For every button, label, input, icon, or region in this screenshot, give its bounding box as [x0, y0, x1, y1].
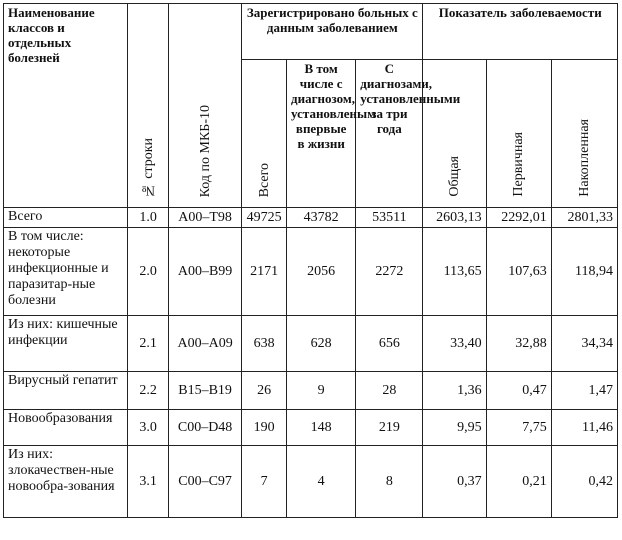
cell-first: 4	[287, 446, 356, 518]
table-row	[4, 316, 618, 372]
header-incidence-group: Показатель заболеваемости	[423, 4, 618, 60]
header-first-time: В том числе с диагнозом, установленым впервые в жизни	[287, 60, 356, 208]
cell-code: A00–A09	[168, 316, 241, 372]
cell-first: 628	[287, 316, 356, 372]
table-row	[4, 410, 618, 446]
cell-accum: 2801,33	[551, 208, 617, 228]
header-accumulated	[551, 60, 617, 208]
cell-accum: 118,94	[551, 228, 617, 316]
cell-row-no: 2.1	[128, 316, 169, 372]
header-row-no-label: № строки	[140, 137, 156, 197]
cell-three: 2272	[356, 228, 423, 316]
table-row	[4, 228, 618, 316]
cell-primary: 107,63	[486, 228, 551, 316]
cell-code: B15–B19	[168, 372, 241, 410]
header-row-no	[128, 4, 169, 208]
cell-general: 33,40	[423, 316, 486, 372]
cell-total: 26	[242, 372, 287, 410]
cell-three: 656	[356, 316, 423, 372]
cell-name: Вирусный гепатит	[4, 372, 128, 410]
cell-total: 49725	[242, 208, 287, 228]
cell-row-no: 1.0	[128, 208, 169, 228]
cell-general: 2603,13	[423, 208, 486, 228]
table-row	[4, 372, 618, 410]
morbidity-table	[3, 3, 618, 518]
cell-code: C00–C97	[168, 446, 241, 518]
cell-name: Из них: злокачествен-ные новообра-зования	[4, 446, 128, 518]
cell-accum: 1,47	[551, 372, 617, 410]
cell-first: 2056	[287, 228, 356, 316]
cell-first: 148	[287, 410, 356, 446]
cell-code: C00–D48	[168, 410, 241, 446]
cell-primary: 0,21	[486, 446, 551, 518]
cell-three: 53511	[356, 208, 423, 228]
header-registered-group: Зарегистрировано больных с данным заболеванием	[242, 4, 423, 60]
cell-general: 0,37	[423, 446, 486, 518]
cell-accum: 0,42	[551, 446, 617, 518]
cell-general: 113,65	[423, 228, 486, 316]
cell-accum: 11,46	[551, 410, 617, 446]
cell-name: Всего	[4, 208, 128, 228]
cell-primary: 7,75	[486, 410, 551, 446]
header-primary-label: Первичная	[511, 132, 527, 197]
header-total-label: Всего	[256, 162, 272, 197]
header-accumulated-label: Накопленная	[576, 119, 592, 197]
cell-total: 7	[242, 446, 287, 518]
cell-general: 9,95	[423, 410, 486, 446]
header-icd-code	[168, 4, 241, 208]
cell-first: 43782	[287, 208, 356, 228]
cell-name: Из них: кишечные инфекции	[4, 316, 128, 372]
cell-three: 28	[356, 372, 423, 410]
cell-general: 1,36	[423, 372, 486, 410]
cell-three: 219	[356, 410, 423, 446]
header-general-label: Общая	[447, 156, 463, 197]
table-row	[4, 446, 618, 518]
cell-code: A00–T98	[168, 208, 241, 228]
cell-primary: 2292,01	[486, 208, 551, 228]
cell-total: 190	[242, 410, 287, 446]
cell-row-no: 3.0	[128, 410, 169, 446]
cell-primary: 0,47	[486, 372, 551, 410]
cell-total: 2171	[242, 228, 287, 316]
cell-row-no: 3.1	[128, 446, 169, 518]
cell-code: A00–B99	[168, 228, 241, 316]
cell-name: Новообразования	[4, 410, 128, 446]
header-total	[242, 60, 287, 208]
header-general	[423, 60, 486, 208]
cell-first: 9	[287, 372, 356, 410]
header-icd-code-label: Код по МКБ-10	[197, 104, 213, 197]
header-three-years: С диагнозами, установленными за три года	[356, 60, 423, 208]
header-primary	[486, 60, 551, 208]
cell-primary: 32,88	[486, 316, 551, 372]
cell-name: В том числе: некоторые инфекционные и паразитар-ные болезни	[4, 228, 128, 316]
cell-three: 8	[356, 446, 423, 518]
header-name: Наименование классов и отдельных болезней	[4, 4, 128, 208]
cell-accum: 34,34	[551, 316, 617, 372]
cell-row-no: 2.0	[128, 228, 169, 316]
cell-row-no: 2.2	[128, 372, 169, 410]
cell-total: 638	[242, 316, 287, 372]
table-row	[4, 208, 618, 228]
